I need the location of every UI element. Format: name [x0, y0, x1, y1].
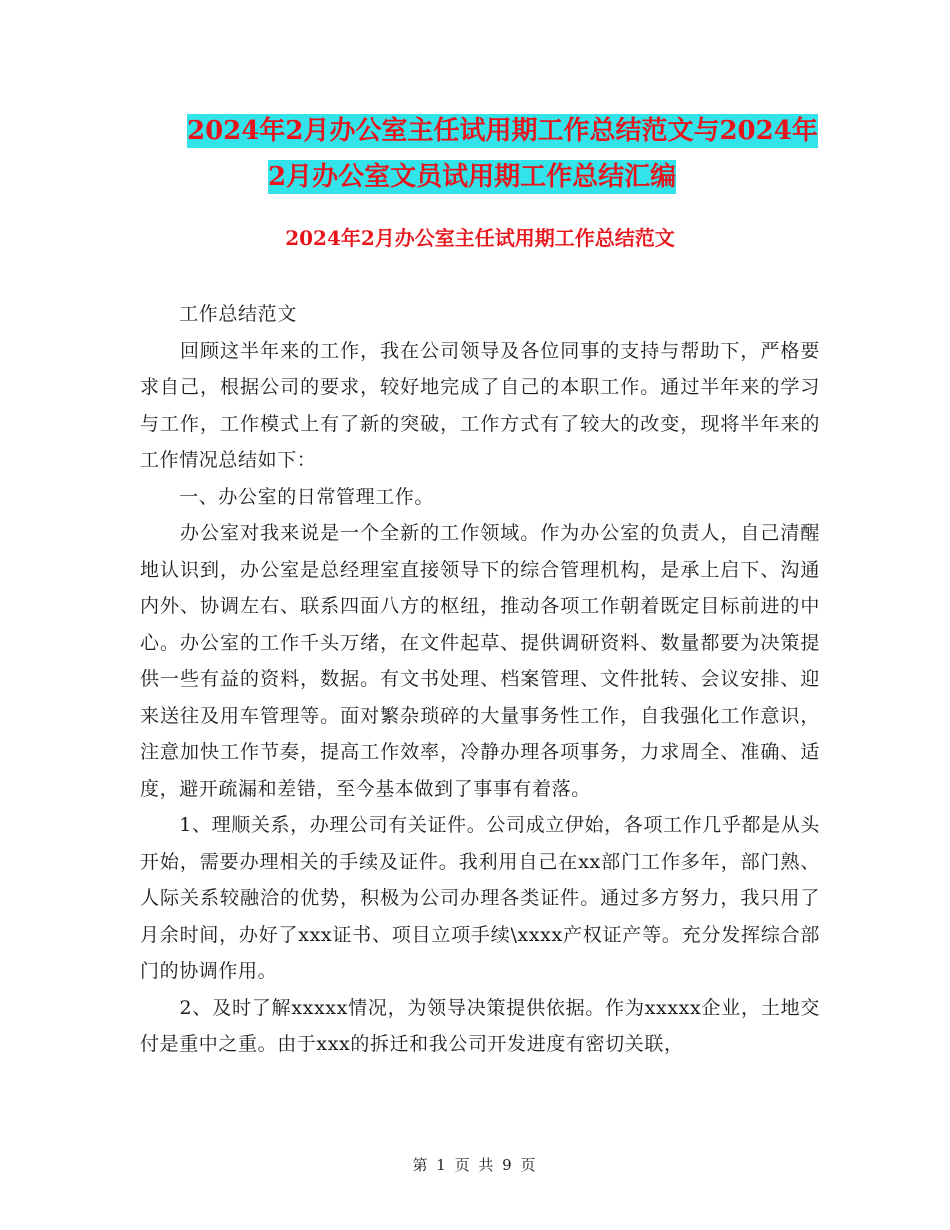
paragraph: 办公室对我来说是一个全新的工作领域。作为办公室的负责人，自己清醒地认识到，办公室是总经理室直接领导下的综合管理机构，是承上启下、沟通内外、协调左右、联系四面八方的枢纽，推动各项工作朝着既定目标前进的中心。办公室的工作千头万绪，在文件起草、提供调研资料、数量都要为决策提供一些有益的资料，数据。有文书处理、档案管理、文件批转、会议安排、迎来送往及用车管理等。面对繁杂琐碎的大量事务性工作，自我强化工作意识，注意加快工作节奏，提高工作效率，冷静办理各项事务，力求周全、准确、适度，避开疏漏和差错，至今基本做到了事事有着落。: [140, 522, 820, 800]
paragraph: 2、及时了解xxxxx情况，为领导决策提供依据。作为xxxxx企业，土地交付是重中之重。由于xxx的拆迁和我公司开发进度有密切关联，: [140, 996, 820, 1055]
paragraph: 一、办公室的日常管理工作。: [140, 485, 435, 508]
paragraph: 工作总结范文: [140, 303, 297, 325]
document-title-line1: 2024年2月办公室主任试用期工作总结范文与2024年: [187, 116, 818, 146]
document-title-line2: 2月办公室文员试用期工作总结汇编: [268, 162, 677, 192]
section-title: 2024年2月办公室主任试用期工作总结范文: [285, 226, 675, 250]
page-footer: 第 1 页 共 9 页: [412, 1156, 538, 1174]
paragraph: 1、理顺关系，办理公司有关证件。公司成立伊始，各项工作几乎都是从头开始，需要办理相关的手续及证件。我利用自己在xx部门工作多年，部门熟、人际关系较融洽的优势，积极为公司办理各类证件。通过多方努力，我只用了月余时间，办好了xxx证书、项目立项手续\xxxx产权证产等。充分发挥综合部门的协调作用。: [140, 814, 820, 982]
paragraph: 回顾这半年来的工作，我在公司领导及各位同事的支持与帮助下，严格要求自己，根据公司的要求，较好地完成了自己的本职工作。通过半年来的学习与工作，工作模式上有了新的突破，工作方式有了较大的改变，现将半年来的工作情况总结如下：: [140, 339, 820, 471]
document-title: [140, 108, 820, 200]
document-body: [140, 296, 820, 1063]
